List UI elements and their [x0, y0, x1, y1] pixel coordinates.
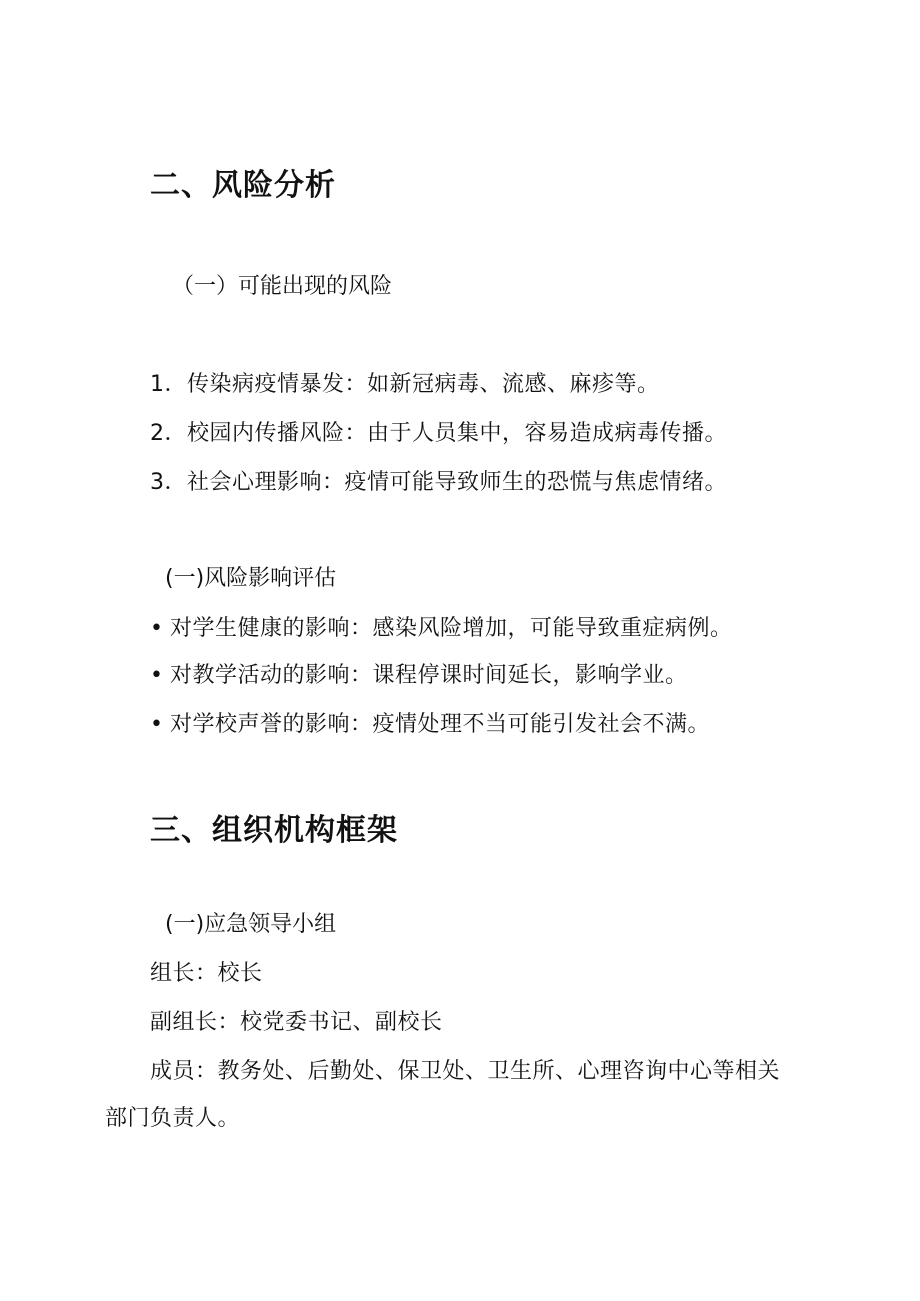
impact-item-1: [150, 618, 733, 640]
impact-item-text: 对学校声誉的影响：疫情处理不当可能引发社会不满。: [170, 712, 711, 737]
risk-item-text: ．校园内传播风险：由于人员集中，容易造成病毒传播。: [164, 421, 728, 446]
impact-item-3: [150, 714, 710, 736]
impact-item-text: 对教学活动的影响：课程停课时间延长，影响学业。: [170, 663, 688, 688]
subsection-possible-risks-heading: （一）可能出现的风险: [172, 274, 393, 299]
risk-item-2: [150, 423, 727, 445]
risk-item-number: 1: [150, 372, 165, 397]
impact-item-text: 对学生健康的影响：感染风险增加，可能导致重症病例。: [170, 616, 733, 641]
group-leader-line: 组长：校长: [150, 961, 263, 986]
risk-item-3: [150, 472, 727, 494]
risk-item-text: ．传染病疫情暴发：如新冠病毒、流感、麻疹等。: [164, 372, 660, 397]
risk-item-number: 3: [150, 470, 165, 495]
section-2-title: 二、风险分析: [150, 168, 336, 203]
bullet-icon: •: [150, 616, 164, 641]
risk-item-text: ．社会心理影响：疫情可能导致师生的恐慌与焦虑情绪。: [164, 470, 728, 495]
subsection-impact-assessment-heading: (一)风险影响评估: [165, 566, 337, 591]
members-line-1: 成员：教务处、后勤处、保卫处、卫生所、心理咨询中心等相关: [150, 1059, 781, 1084]
subsection-emergency-leadership-heading: (一)应急领导小组: [165, 912, 337, 937]
section-3-title: 三、组织机构框架: [150, 813, 398, 848]
bullet-icon: •: [150, 663, 164, 688]
risk-item-1: [150, 374, 660, 396]
members-line-2: 部门负责人。: [105, 1106, 241, 1131]
deputy-leader-line: 副组长：校党委书记、副校长: [150, 1010, 443, 1035]
impact-item-2: [150, 665, 688, 687]
risk-item-number: 2: [150, 421, 165, 446]
bullet-icon: •: [150, 712, 164, 737]
